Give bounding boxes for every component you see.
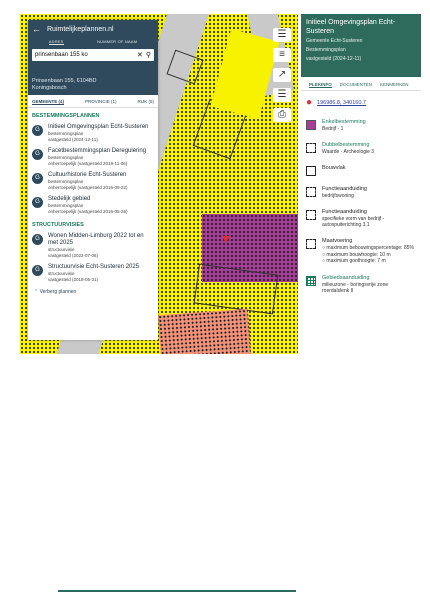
chevron-up-icon: ⌃ (34, 289, 39, 295)
legend-item (301, 204, 421, 233)
legend-title: Bouwvlak (322, 165, 346, 171)
list-item[interactable] (28, 121, 158, 145)
plan-type: bestemmingsplan (48, 179, 84, 184)
plan-title: Initieel Omgevingsplan Echt-Susteren (48, 124, 149, 130)
address-result (28, 78, 158, 95)
legend-title: Maatvoering (322, 238, 353, 244)
legend-sub: Waarde - Archeologie 3 (322, 149, 375, 155)
list-item[interactable] (28, 261, 158, 285)
legend-item (301, 114, 421, 137)
legend-title: Gebiedsaanduiding (322, 274, 370, 281)
vision-type: structuurvisie (48, 247, 75, 252)
residential-plot (210, 29, 279, 119)
legend-swatch (306, 276, 316, 286)
gemeente-badge-icon: G (32, 265, 43, 276)
plan-title: Facetbestemmingsplan Deregulering (48, 148, 147, 154)
legend-title: Enkelbestemming (322, 119, 366, 125)
section-heading: STRUCTUURVISIES (32, 222, 84, 228)
plan-status: vastgesteld (2024-12-11) (306, 56, 362, 62)
legend-title: Dubbelbestemming (322, 142, 370, 148)
search-input[interactable] (32, 49, 154, 61)
hide-plans-label: Verberg plannen (39, 289, 77, 295)
plan-status: onherroepelijk (vastgesteld 2016-05-26) (48, 208, 128, 214)
legend-item (301, 160, 421, 181)
coordinate-link[interactable]: 196986.8, 340160.7 (317, 99, 366, 106)
vision-status: vastgesteld (2022-07-06) (48, 252, 99, 258)
list-item: ○ maximum bebouwingspercentage: 85% (322, 245, 414, 251)
plan-type: bestemmingsplan (48, 203, 84, 208)
legend-sub: milieuzone - boringsvrije zone roerdalslenk II (322, 281, 389, 294)
tab-gemeente[interactable]: GEMEENTE (4) (32, 99, 65, 104)
maatvoering-list (322, 245, 414, 265)
section-heading: BESTEMMINGSPLANNEN (32, 113, 100, 119)
plan-municipality: Gemeente Echt-Susteren (306, 38, 363, 44)
location-pin-icon: ▼ (220, 232, 232, 246)
back-arrow-icon[interactable]: ← (32, 24, 41, 34)
menu-icon[interactable]: ☰ (273, 88, 291, 102)
legend-swatch (306, 187, 316, 197)
list-item[interactable] (28, 169, 158, 193)
hide-plans-button[interactable] (28, 285, 158, 299)
legend-swatch (306, 239, 316, 249)
plan-status: onherroepelijk (vastgesteld 2016-09-22) (48, 184, 128, 190)
address-line: Prinsenbaan 155, 6104BD (32, 78, 97, 84)
tab-plekinfo[interactable]: PLEKINFO (309, 82, 332, 87)
legend-sub: specifieke vorm van bedrijf - autospuiterichting 3.1 (322, 216, 385, 228)
list-item[interactable] (28, 193, 158, 217)
legend-item (301, 181, 421, 204)
legend-swatch (306, 120, 316, 130)
location-pin-icon: ● (306, 97, 313, 108)
legend-item (301, 270, 421, 299)
gemeente-badge-icon: G (32, 149, 43, 160)
app-title: Ruimtelijkeplannen.nl (47, 25, 114, 33)
vision-title: Wonen Midden-Limburg 2022 tot en met 2025 (48, 233, 144, 246)
plan-type: bestemmingsplan (48, 131, 84, 136)
legend-sub: bedrijfswoning (322, 193, 354, 199)
legend-sub: Bedrijf - 1 (322, 126, 344, 132)
tab-nummer-naam[interactable]: NUMMER OF NAAM (97, 39, 138, 44)
list-item[interactable] (28, 145, 158, 169)
plan-type: bestemmingsplan (48, 155, 84, 160)
gemeente-badge-icon: G (32, 125, 43, 136)
tab-rijk[interactable]: RIJK (5) (137, 99, 154, 104)
vision-type: structuurvisie (48, 271, 75, 276)
list-item: ○ maximum bouwhoogte: 10 m (322, 251, 391, 258)
cursor-icon[interactable]: ↗ (273, 68, 291, 82)
legend-title: Functieaanduiding (322, 186, 367, 192)
plan-status: vastgesteld (2024-12-11) (48, 136, 98, 142)
tab-documenten[interactable]: DOCUMENTEN (339, 82, 373, 87)
search-value: prinsenbaan 155 ko (35, 52, 88, 58)
detail-header (301, 14, 421, 77)
gemeente-badge-icon: G (32, 234, 43, 245)
legend-swatch (306, 143, 316, 153)
clear-icon[interactable]: ✕ (136, 52, 143, 59)
legend-title: Functieaanduiding (322, 209, 367, 215)
tab-provincie[interactable]: PROVINCIE (1) (84, 99, 117, 104)
detail-panel (301, 14, 421, 594)
plan-title: Stedelijk gebied (48, 196, 91, 202)
plan-status: onherroepelijk (vastgesteld 2019-11-06) (48, 160, 128, 166)
legend-item (301, 233, 421, 270)
tab-kenmerken[interactable]: KENMERKEN (380, 82, 409, 87)
layers-icon[interactable]: ☰ (273, 28, 291, 42)
search-panel (28, 20, 158, 340)
list-item[interactable] (28, 230, 158, 261)
plan-title: Cultuurhistorie Echt-Susteren (48, 172, 127, 178)
legend-item (301, 137, 421, 160)
print-icon[interactable]: ⎙ (273, 108, 291, 122)
map-toolbar (271, 28, 293, 122)
plan-title: Initieel Omgevingsplan Echt-Susteren (306, 19, 396, 35)
vision-status: vastgesteld (2018-05-31) (48, 276, 99, 282)
gemeente-badge-icon: G (32, 197, 43, 208)
plan-kind: Bestemmingsplan (306, 47, 346, 53)
address-line: Koningsbosch (32, 85, 67, 91)
search-mode-tabs (32, 39, 154, 45)
detail-tabs (301, 77, 421, 91)
search-icon[interactable]: ⚲ (145, 52, 151, 59)
list-icon[interactable]: ≡ (273, 48, 291, 62)
salmon-zone (158, 309, 252, 354)
coordinate-row (301, 91, 421, 114)
legend-swatch (306, 166, 316, 176)
vision-title: Structuurvisie Echt-Susteren 2025 (48, 264, 140, 270)
list-item: ○ maximum goothoogte: 7 m (322, 258, 386, 264)
search-panel-header (28, 20, 158, 80)
bottom-divider (58, 590, 296, 592)
gemeente-badge-icon: G (32, 173, 43, 184)
scope-tabs (28, 95, 158, 108)
tab-adres[interactable]: ADRES (48, 39, 64, 44)
legend-swatch (306, 210, 316, 220)
